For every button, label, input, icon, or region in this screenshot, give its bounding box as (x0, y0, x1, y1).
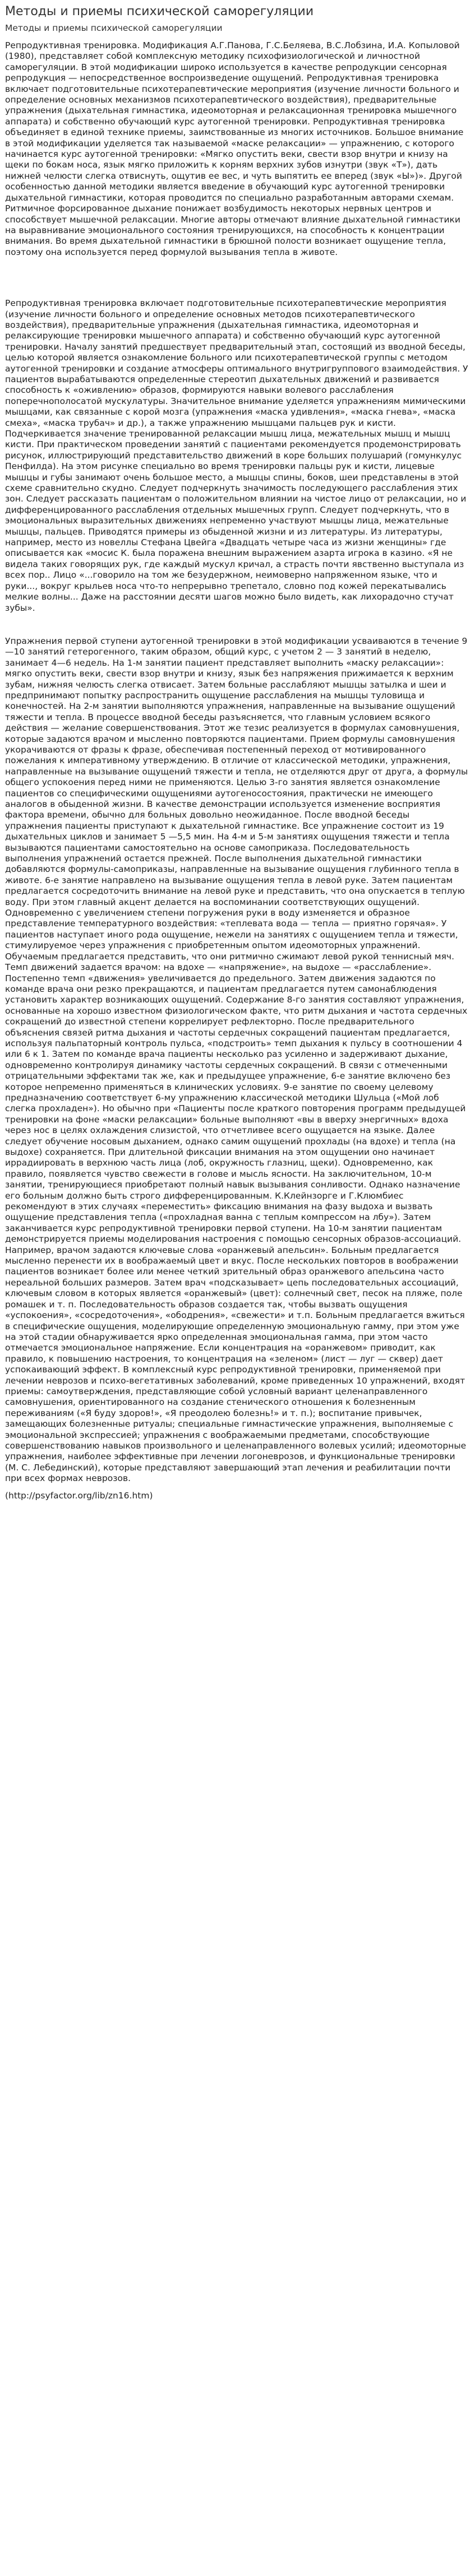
paragraph-gap (5, 614, 468, 636)
paragraph-3: Упражнения первой ступени аутогенной тренировки в этой модификации усваиваются в течение 9—10 занятий гетерогенного, таким образом, общий курс, с учетом 2 — 3 занятий в неделю, занимает 4—6 недель. На 1-м занятии пациент представляет выполнить «маску релаксации»: мягко опустить веки, свести взор внутри и книзу, язык без напряжения прижимается к верхним зубам, нижняя челюсть слегка отвисает. Затем больные расслабляют мышцы затылка и шеи и предпринимают попытку распространить ощущение расслабления на мышцы туловища и конечностей. На 2-м занятии выполняются упражнения, направленные на вызывание ощущений тяжести и тепла. В процессе вводной беседы разъясняется, что главным условием всякого действия — желание совершенствования. Этот же тезис реализуется в формулах самовнушения, которые задаются врачом и мысленно повторяются пациентами. Прием формулы самовнушения укорачиваются от фразы к фразе, обеспечивая постепенный переход от мотивированного пожелания к императивному утверждению. В отличие от классической методики, упражнения, направленные на вызывание ощущений тяжести и тепла, не отделяются друг от друга, а формулы общего успокоения перед ними не применяются. Целью 3-го занятия является ознакомление пациентов со специфическими ощущениями аутогеносостояния, практически не имеющего аналогов в обыденной жизни. В качестве демонстрации используется изменение восприятия фактора времени, обычно для больных довольно неожиданное. После вводной беседы упражнения пациенты приступают к дыхательной гимнастике. Все упражнение состоит из 19 дыхательных циклов и занимает 5 —5,5 мин. На 4-м и 5-м занятиях ощущения тяжести и тепла вызываются пациентами самостоятельно на основе самоприказа. Последовательность выполнения упражнений остается прежней. После выполнения дыхательной гимнастики добавляются формулы-самоприказы, направленные на вызывание ощущения глубинного тепла в животе. 6-е занятие направлено на вызывание ощущения тепла в левой руке. Затем пациентам предлагается сосредоточить внимание на левой руке и представить, что она опускается в теплую воду. При этом главный акцент делается на воспоминании соответствующих ощущений. Одновременно с увеличением степени погружения руки в воду изменяется и образное представление температурного воздействия: «теплевата вода — тепла — приятно горячая». У пациентов наступает иного рода ощущение, нежели на занятиях с ощущением тепла и тяжести, стимулируемое через упражнения с приобретенным опытом идеомоторных упражнений. Обучаемым предлагается представить, что они ритмично сжимают левой рукой теннисный мяч. Темп движений задается врачом: на вдохе — «напряжение», на выдохе — «расслабление». Постепенно темп «движения» увеличивается до предельного. Затем движения задаются по команде врача они резко прекращаются, и пациентам предлагается путем самонаблюдения установить характер возникающих ощущений. Содержание 8-го занятия составляют упражнения, основанные на хорошо известном физиологическом факте, что ритм дыхания и частота сердечных сокращений до известной степени коррелирует рефлекторно. После предварительного объяснения связей ритма дыхания и частоты сердечных сокращений пациентам предлагается, используя пальпаторный контроль пульса, «подстроить» темп дыхания к пульсу в соотношении 4 или 6 к 1. Затем по команде врача пациенты несколько раз усиленно и задерживают дыхание, одновременно контролируя динамику частоты сердечных сокращений. В связи с отмеченными отрицательными эффектами так же, как и предыдущее упражнение, 6-е занятие включено без которое непременно применяться в клинических условиях. 9-е занятие по своему целевому предназначению соответствует 6-му упражнению классической методики Шульца («Мой лоб слегка прохладен»). Но обычно при «Пациенты после краткого повторения программ предыдущей тренировки на фоне «маски релаксации» больные выполняют «вы в вверху энергичных» вдоха через нос в целях охлаждения слизистой, что отчетливее всего ощущается на языке. Далее следует обучение носовым дыханием, однако самим ощущений прохлады (на вдохе) и тепла (на выдохе) сохраняется. При длительной фиксации внимания на этом ощущении оно начинает иррадиировать в верхнюю часть лица (лоб, окружность глазниц, щеки). Одновременно, как правило, появляется чувство свежести в голове и мысль ясности. На заключительном, 10-м занятии, тренирующиеся приобретают полный навык вызывания сонливости. Однако назначение его больным должно быть строго дифференцированным. К.Клейнзорге и Г.Клюмбиес рекомендуют в этих случаях «переместить» фиксацию внимания на фазу выдоха и вызвать ощущение представления теплa («прохладная ванна с теплым компрессом на лбу»). Затем заканчивается курс репродуктивной тренировки первой ступени. На 10-м занятии пациентам демонстрируется приемы моделирования настроения с помощью сенсорных образов-ассоциаций. Например, врачом задаются ключевые слова «оранжевый апельсин». Больным предлагается мысленно перенести их в воображаемый цвет и вкус. После нескольких повторов в воображении пациентов возникает более или менее четкий зрительный образ оранжевого апельсина часто нереальной больших размеров. Затем врач «подсказывает» цепь последовательных ассоциаций, ключевым словом в которых является «оранжевый» (цвет): солнечный свет, песок на пляже, поле ромашек и т. п. Последовательность образов создается так, чтобы вызвать ощущения «успокоения», «сосредоточения», «ободрения», «свежести» и т.п. Больным предлагается вжиться в специфические ощущения, моделирующие определенную эмоциональную гамму, при этом уже на этой стадии обнаруживается ярко определенная эмоциональная гамма, при этом часто отмечается эмоциональное напряжение. Если концентрация на «оранжевом» приводит, как правило, к повышению настроения, то концентрация на «зеленом» (лист — луг — сквер) дает успокаивающий эффект. В комплексный курс репродуктивной тренировки, применяемой при лечении неврозов и психо-вегетативных заболеваний, кроме приведенных 10 упражнений, входят приемы: самоутверждения, представляющие собой условный вариант целенаправленного самовнушения, ориентированного на создание стенического отношения к болезненным переживаниям («Я буду здоров!», «Я преодолею болезнь!» и т. п.); воспитание привычек, замещающих болезненные ритуалы; специальные гимнастические упражнения, выполняемые с эмоциональной экспрессией; упражнения с воображаемыми предметами, способствующие совершенствованию навыков произвольного и целенаправленного волевых усилий; идеомоторные упражнения, наиболее эффективные при лечении логоневрозов, и функциональные тренировки (М. С. Лебединский), которые представляют завершающий этап лечения и реабилитации почти при всех формах неврозов. (5, 635, 468, 1484)
page-subtitle: Методы и приемы психической саморегуляции (5, 23, 223, 33)
paragraph-gap (5, 258, 468, 298)
source-link[interactable]: (http://psyfactor.org/lib/zn16.htm) (5, 1490, 153, 1501)
paragraph-1: Репродуктивная тренировка. Модификация А.Г.Панова, Г.С.Беляева, В.С.Лобзина, И.А. Копыловой (1980), представляет собой комплексную методику психофизиологической и личностной саморегуляции. В этой модификации широко используется в качестве репродукции сенсорная репродукция — непосредственное воспроизведение ощущений. Репродуктивная тренировка включает подготовительные психотерапевтические мероприятия (изучение личности больного и определение основных механизмов психотерапевтического воздействия), предварительные упражнения (дыхательная гимнастика, идеомоторная и релаксационная тренировка мышечного аппарата) и собственно обучающий курс аутогенной тренировки. Репродуктивная тренировка объединяет в единой технике приемы, заимствованные из многих источников. Большое внимание в этой модификации уделяется так называемой «маске релаксации» — упражнению, с которого начинается курс аутогенной тренировки: «Мягко опустить веки, свести взор внутри и книзу на щеки по бокам носа, язык мягко приложить к корням верхних зубов изнутри (звук «Т»), дать нижней челюсти слегка отвиснуть, ощутив ее вес, и чуть выпятить ее вперед (звук «Ы»)». Другой особенностью данной методики является введение в обучающий курс аутогенной тренировки дыхательной гимнастики, которая проводится по специально разработанным авторами схемам. Ритмичное форсированное дыхание понижает возбудимость некоторых нервных центров и способствует мышечной релаксации. Многие авторы отмечают влияние дыхательной гимнастики на выравнивание эмоционального состояния тренирующихся, на способность к концентрации внимания. Во время дыхательной гимнастики в брюшной полости возникает ощущение тепла, поэтому она используется перед формулой вызывания тепла в животе. (5, 40, 464, 257)
page-title: Методы и приемы психической саморегуляции (5, 4, 314, 18)
paragraph-2: Репродуктивная тренировка включает подготовительные психотерапевтические мероприятия (изучение личности больного и определение основных методов психотерапевтического воздействия), предварительные упражнения (дыхательная гимнастика, идеомоторная и релаксирующие тренировки мышечного аппарата) и собственно обучающий курс аутогенной тренировки. Началу занятий предшествует предварительный этап, состоящий из вводной беседы, целью которой является ознакомление больного или психотерапевтической группы с методом аутогенной тренировки и создание атмосферы оптимального внутригруппового взаимодействия. У пациентов вырабатываются определенные стереотип дыхательных движений и развивается способность к «оживлению» образов, формируются навыки волевого расслабления поперечнополосатой мускулатуры. Значительное внимание уделяется упражнениям мимическими мышцами, как связанные с корой мозга (упражнения «маска удивления», «маска гнева», «маска смеха», «маска трубач» и др.), а также упражнению мышцами пальцев рук и кисти. Подчеркивается значение тренированной релаксации мышц лица, межательных мышц и мышц кисти. При практическом проведении занятий с пациентами рекомендуется продемонстрировать рисунок, иллюстрирующий представительство движений в коре больших полушарий (гомункулус Пенфилда). На этом рисунке специально во время тренировки пальцы рук и кисти, лицевые мышцы и губы занимают очень большое место, а мышцы спины, боков, шеи представлены в этой схеме сравнительно скудно. Следует подчеркнуть значимость последующего расслабления этих зон. Следует рассказать пациентам о положительном влиянии на чистое лицо от релаксации, но и дифференцированного расслабления отдельных мышечных групп. Следует подчеркнуть, что в эмоциональных выразительных движениях непременно участвуют мышцы лица, межательные мышцы, пальцев. Приводятся примеры из обыденной жизни и из литературы. Из литературы, например, место из новеллы Стефана Цвейга «Двадцать четыре часа из жизни женщины» где описывается как «мосис К. была поражена внешним выражением азарта игрока в казино. «Я не видела таких говорящих рук, где каждый мускул кричал, а страсть почти явственно выступала из всех пор.. Лицо «...говорило на том же безудержном, неимоверно напряженном языке, что и руки..., вокруг крыльев носа что-то непрерывно трепетало, словно под кожей перекатывались мелкие волны... Даже на расстоянии десяти шагов можно было видеть, как лихорадочно стучат зубы». (5, 298, 468, 613)
